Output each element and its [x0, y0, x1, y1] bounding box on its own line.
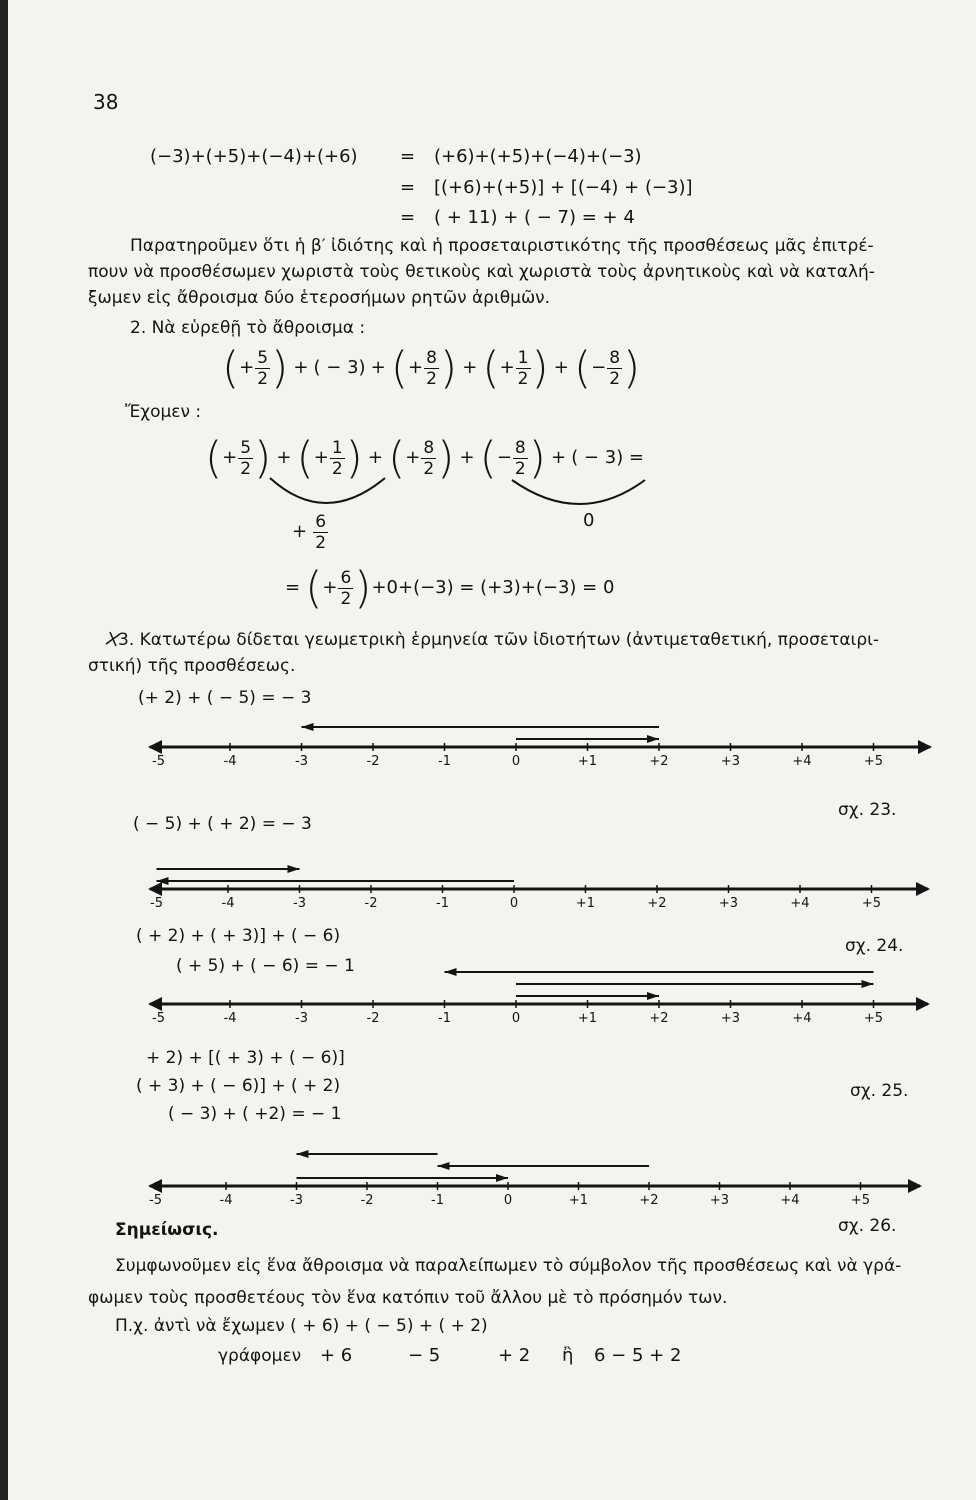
figure26-vector-arrowhead	[297, 1150, 309, 1158]
figure24-tick-label: +2	[647, 896, 667, 911]
figure26-tick-label: -5	[149, 1193, 162, 1208]
figure26-caption: σχ. 26.	[838, 1216, 897, 1236]
figure24-axis-left-arrowhead	[148, 882, 162, 896]
figure24-tick-label: -2	[364, 896, 378, 911]
example2-partial-left: + $\frac{6}{2}$	[292, 512, 327, 553]
figure25-tick-label: -1	[438, 1011, 451, 1026]
figure25-expression-2: ( + 5) + ( − 6) = − 1	[176, 956, 355, 976]
page-number: 38	[93, 90, 119, 114]
figure24-tick-label: -5	[150, 896, 163, 911]
figure26-tick-label: -3	[290, 1193, 303, 1208]
figure25-vector-arrowhead	[445, 968, 457, 976]
paragraph3-line2: στική) τῆς προσθέσεως.	[88, 656, 296, 676]
figure25-vector-arrowhead	[647, 992, 659, 1000]
example1-eq3: =	[400, 207, 416, 228]
figure25-tick-label: +1	[577, 1011, 598, 1026]
figure24-tick-label: +1	[575, 896, 596, 911]
example1-line2: [(+6)+(+5)] + [(−4) + (−3)]	[434, 177, 693, 198]
figure23-tick-label: +2	[649, 754, 669, 769]
figure26-tick-label: +1	[568, 1193, 589, 1208]
example2-given-expression: (+ $\frac{5}{2}$ ) + ( − 3) + (+ $\frac{8}{2}$ ) + (+ $\frac{1}{2}$ ) + (− $\frac{8}{2}$ )	[222, 342, 641, 394]
note-term-4: 6 − 5 + 2	[594, 1345, 682, 1366]
figure25-tick-label: -3	[295, 1011, 308, 1026]
figure23-tick-label: -2	[366, 754, 380, 769]
brace-right	[512, 480, 645, 504]
figure23-tick-label: -5	[152, 754, 165, 769]
figure26-vector-arrowhead	[496, 1174, 508, 1182]
figure23-tick-label: +3	[720, 754, 741, 769]
note-title: Σημείωσις.	[115, 1220, 219, 1240]
figure23-vector-arrowhead	[302, 723, 314, 731]
figure26-vector-arrowhead	[438, 1162, 450, 1170]
example2-final-line: = (+ $\frac{6}{2}$ )+0+(−3) = (+3)+(−3) = 0	[285, 562, 615, 614]
example2-regrouped-expression: (+ $\frac{5}{2}$ ) + (+ $\frac{1}{2}$ ) + (+ $\frac{8}{2}$ ) + (− $\frac{8}{2}$ ) + ( − 3) =	[205, 432, 645, 484]
note-or: ἢ	[562, 1345, 574, 1366]
example2-partial-right: 0	[583, 510, 595, 531]
figure24-tick-label: 0	[509, 896, 519, 911]
figure23-tick-label: 0	[511, 754, 521, 769]
figure24-expression: ( − 5) + ( + 2) = − 3	[133, 814, 312, 834]
figure26-tick-label: -4	[219, 1193, 233, 1208]
figure25-tick-label: 0	[511, 1011, 521, 1026]
figure24-caption: σχ. 24.	[845, 936, 904, 956]
figure25-tick-label: -2	[366, 1011, 380, 1026]
figure25-tick-label: +3	[720, 1011, 741, 1026]
figure23-axis-right-arrowhead	[918, 740, 932, 754]
figure26-tick-label: +3	[709, 1193, 730, 1208]
figure23-tick-label: +1	[577, 754, 598, 769]
figure23-expression: (+ 2) + ( − 5) = − 3	[138, 688, 312, 708]
figure23-vector-arrowhead	[647, 735, 659, 743]
example1-eq: =	[400, 146, 416, 167]
figure23-tick-label: -1	[438, 754, 451, 769]
figure25-tick-label: +5	[863, 1011, 884, 1026]
note-line3: Π.χ. ἀντὶ νὰ ἔχωμεν ( + 6) + ( − 5) + ( + 2)	[115, 1316, 488, 1336]
figure24-axis-right-arrowhead	[916, 882, 930, 896]
figure24-tick-label: -1	[436, 896, 449, 911]
example1-eq2: =	[400, 177, 416, 198]
figure26-tick-label: +2	[639, 1193, 659, 1208]
figure24-vector-arrowhead	[288, 865, 300, 873]
figure23-caption: σχ. 23.	[838, 800, 897, 820]
figure24-tick-label: -3	[293, 896, 306, 911]
note-term-1: + 6	[320, 1345, 353, 1366]
figure25-tick-label: +4	[792, 1011, 812, 1026]
figure24-vector-arrowhead	[157, 877, 169, 885]
figure26-expression-1: + 2) + [( + 3) + ( − 6)]	[146, 1048, 345, 1068]
example1-line3: ( + 11) + ( − 7) = + 4	[434, 207, 635, 228]
figure25-vector-arrowhead	[862, 980, 874, 988]
example2-given-label: Ἔχομεν :	[125, 402, 202, 422]
figure23-axis-left-arrowhead	[148, 740, 162, 754]
figure25-axis-left-arrowhead	[148, 997, 162, 1011]
figure24-tick-label: +5	[861, 896, 882, 911]
figure25-expression-1: ( + 2) + ( + 3)] + ( − 6)	[136, 926, 341, 946]
note-line2: φωμεν τοὺς προσθετέους τὸν ἕνα κατόπιν τοῦ ἄλλου μὲ τὸ πρόσημόν των.	[88, 1288, 728, 1308]
note-term-3: + 2	[498, 1345, 531, 1366]
figure23-tick-label: +5	[863, 754, 884, 769]
figure24-tick-label: +3	[718, 896, 739, 911]
figure26-tick-label: +4	[780, 1193, 800, 1208]
paragraph1-line3: ξωμεν εἰς ἄθροισμα δύο ἑτεροσήμων ρητῶν ἀριθμῶν.	[88, 288, 551, 308]
figure26-axis-right-arrowhead	[908, 1179, 922, 1193]
figure24-tick-label: +4	[790, 896, 810, 911]
figure26-expression-2: ( + 3) + ( − 6)] + ( + 2)	[136, 1076, 341, 1096]
paragraph1-line1: Παρατηροῦμεν ὅτι ἡ β′ ἰδιότης καὶ ἡ προσεταιριστικότης τῆς προσθέσεως μᾶς ἐπιτρέ-	[130, 236, 874, 256]
figure25-tick-label: -4	[223, 1011, 237, 1026]
figure23-tick-label: +4	[792, 754, 812, 769]
example1-line1: (+6)+(+5)+(−4)+(−3)	[434, 146, 642, 167]
figure26-tick-label: 0	[503, 1193, 513, 1208]
brace-left	[270, 478, 385, 503]
figure23-tick-label: -4	[223, 754, 237, 769]
figure25-caption: σχ. 25.	[850, 1081, 909, 1101]
figure26-expression-3: ( − 3) + ( +2) = − 1	[168, 1104, 342, 1124]
example1-lhs: (−3)+(+5)+(−4)+(+6)	[150, 146, 358, 167]
figure26-tick-label: -2	[360, 1193, 374, 1208]
figure25-axis-right-arrowhead	[916, 997, 930, 1011]
figure25-tick-label: +2	[649, 1011, 669, 1026]
margin-mark	[106, 632, 120, 646]
paragraph3-line1: 3. Κατωτέρω δίδεται γεωμετρικὴ ἑρμηνεία τῶν ἰδιοτήτων (ἀντιμεταθετική, προσεταιρι-	[118, 630, 879, 650]
example2-heading: 2. Νὰ εὑρεθῇ τὸ ἄθροισμα :	[130, 318, 366, 338]
note-term-2: − 5	[408, 1345, 441, 1366]
note-write-label: γράφομεν	[218, 1346, 302, 1366]
paragraph1-line2: πουν νὰ προσθέσωμεν χωριστὰ τοὺς θετικοὺς καὶ χωριστὰ τοὺς ἀρνητικοὺς καὶ νὰ καταλή-	[88, 262, 875, 282]
figure24-tick-label: -4	[221, 896, 235, 911]
figure26-tick-label: -1	[431, 1193, 444, 1208]
figure23-tick-label: -3	[295, 754, 308, 769]
figure25-tick-label: -5	[152, 1011, 165, 1026]
note-line1: Συμφωνοῦμεν εἰς ἕνα ἄθροισμα νὰ παραλείπωμεν τὸ σύμβολον τῆς προσθέσεως καὶ νὰ γρά-	[115, 1256, 902, 1276]
figure26-tick-label: +5	[850, 1193, 871, 1208]
